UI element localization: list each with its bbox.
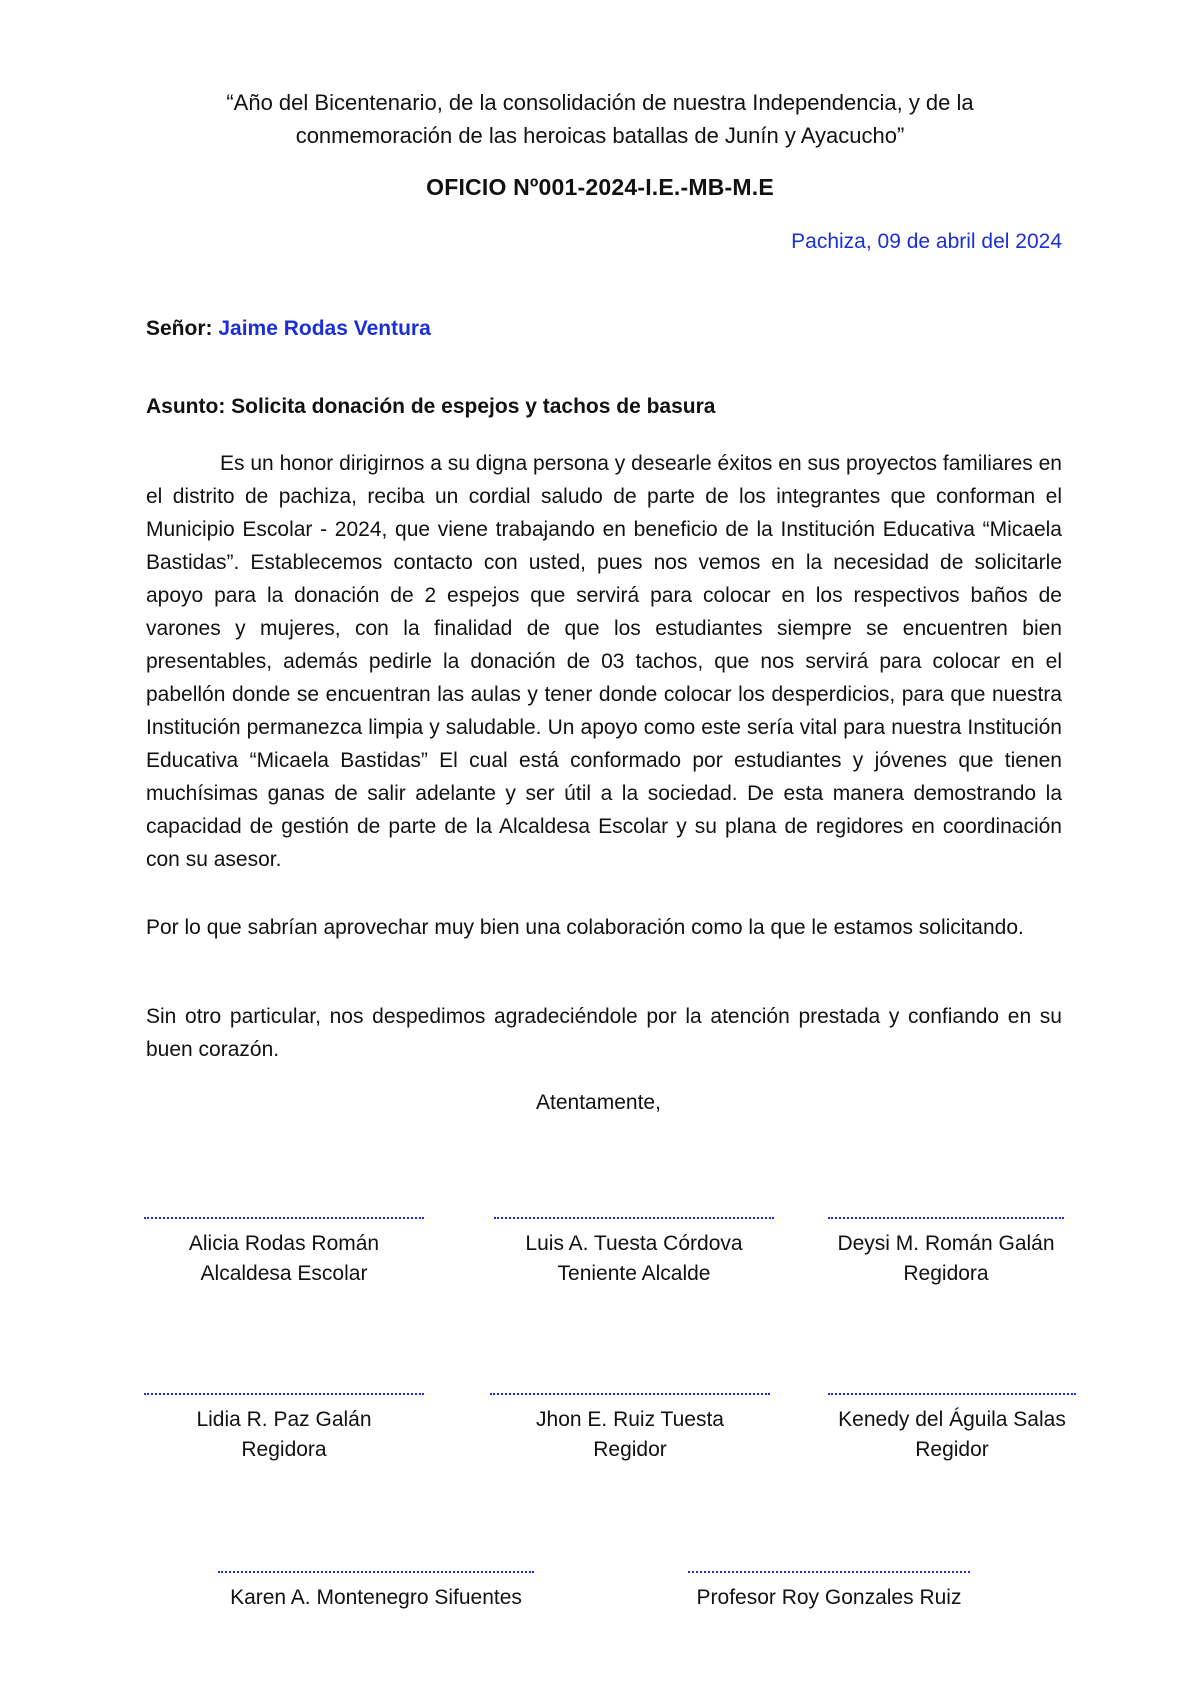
signatory-role: Alcaldesa Escolar xyxy=(200,1262,368,1285)
signature-block xyxy=(828,1217,1064,1289)
date-line: Pachiza, 09 de abril del 2024 xyxy=(791,230,1062,253)
body-paragraph-2: Por lo que sabrían aprovechar muy bien una colaboración como la que le estamos solicitando. xyxy=(146,916,1024,939)
closing-salutation: Atentamente, xyxy=(536,1091,661,1114)
year-motto xyxy=(120,86,1080,152)
recipient-name: Jaime Rodas Ventura xyxy=(218,317,431,340)
signature-line xyxy=(144,1393,424,1395)
signatory-name: Lidia R. Paz Galán xyxy=(196,1408,372,1431)
signatory-role: Regidor xyxy=(593,1438,667,1461)
signature-line xyxy=(218,1571,534,1573)
signatory-name: Karen A. Montenegro Sifuentes xyxy=(230,1586,522,1609)
subject-line: Asunto: Solicita donación de espejos y tachos de basura xyxy=(146,395,716,418)
signature-block xyxy=(490,1393,770,1465)
signature-block xyxy=(144,1217,424,1289)
signature-line xyxy=(144,1217,424,1219)
signature-line xyxy=(828,1393,1076,1395)
year-motto-line-2: conmemoración de las heroicas batallas de Junín y Ayacucho” xyxy=(295,123,905,148)
signatory-name: Profesor Roy Gonzales Ruiz xyxy=(696,1586,962,1609)
signatory-role: Regidora xyxy=(903,1262,989,1285)
document-title: OFICIO Nº001-2024-I.E.-MB-M.E xyxy=(426,174,774,200)
signature-line xyxy=(688,1571,970,1573)
signatory-name: Deysi M. Román Galán xyxy=(837,1232,1055,1255)
recipient-line xyxy=(146,317,431,341)
signature-line xyxy=(494,1217,774,1219)
body-paragraph-3: Sin otro particular, nos despedimos agradeciéndole por la atención prestada y confiando en su buen corazón. xyxy=(146,1005,1062,1061)
signature-block xyxy=(494,1217,774,1289)
signature-block xyxy=(218,1571,534,1613)
signature-block xyxy=(828,1393,1076,1465)
year-motto-line-1: “Año del Bicentenario, de la consolidación de nuestra Independencia, y de la xyxy=(226,90,974,115)
signatory-name: Kenedy del Águila Salas xyxy=(838,1408,1066,1431)
signature-line xyxy=(828,1217,1064,1219)
recipient-label: Señor: xyxy=(146,317,213,340)
signatory-name: Jhon E. Ruiz Tuesta xyxy=(536,1408,724,1431)
signature-block xyxy=(144,1393,424,1465)
signature-block xyxy=(688,1571,970,1613)
signatory-role: Teniente Alcalde xyxy=(557,1262,711,1285)
signatory-role: Regidora xyxy=(241,1438,327,1461)
signature-line xyxy=(490,1393,770,1395)
body-paragraph-1: Es un honor dirigirnos a su digna persona y desearle éxitos en sus proyectos familiares en el distrito de pachiza, reciba un cordial saludo de parte de los integrantes que conforman el Municipio Escolar - 2024, que viene trabajando en beneficio de la Institución Educativa “Micaela Bastidas”. Establecemos contacto con usted, pues nos vemos en la necesidad de solicitarle apoyo para la donación de 2 espejos que servirá para colocar en los respectivos baños de varones y mujeres, con la finalidad de que los estudiantes siempre se encuentren bien presentables, además pedirle la donación de 03 tachos, que nos servirá para colocar en el pabellón donde se encuentran las aulas y tener donde colocar los desperdicios, para que nuestra Institución permanezca limpia y saludable. Un apoyo como este sería vital para nuestra Institución Educativa “Micaela Bastidas” El cual está conformado por estudiantes y jóvenes que tienen muchísimas ganas de salir adelante y ser útil a la sociedad. De esta manera demostrando la capacidad de gestión de parte de la Alcaldesa Escolar y su plana de regidores en coordinación con su asesor. xyxy=(146,452,1062,871)
signatory-role: Regidor xyxy=(915,1438,989,1461)
signatory-name: Alicia Rodas Román xyxy=(188,1232,380,1255)
signatory-name: Luis A. Tuesta Córdova xyxy=(525,1232,743,1255)
